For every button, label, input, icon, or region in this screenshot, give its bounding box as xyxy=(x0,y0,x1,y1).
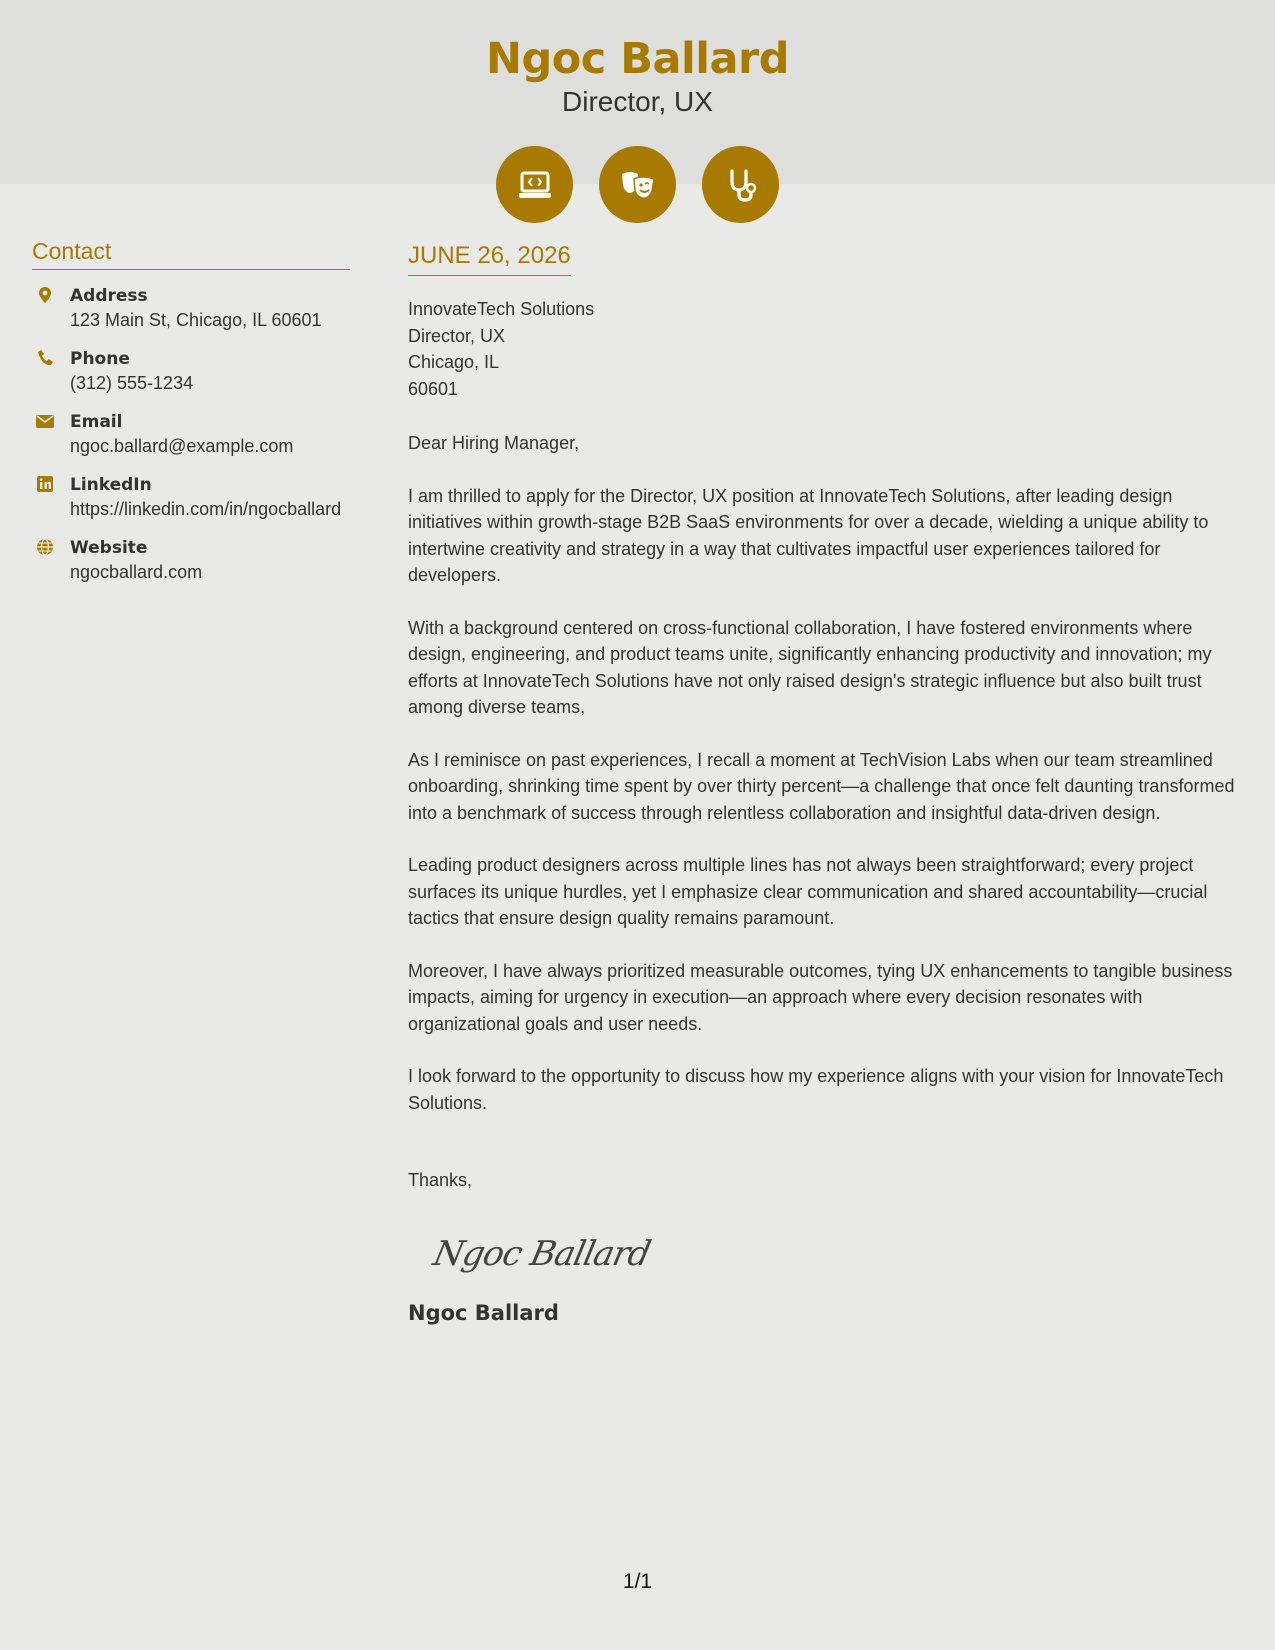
svg-text:Ngoc Ballard: Ngoc Ballard xyxy=(430,1234,654,1274)
linkedin-icon xyxy=(36,475,54,493)
recipient-zip: 60601 xyxy=(408,378,459,399)
letter-body xyxy=(408,242,1250,1325)
contact-label: Phone xyxy=(70,349,130,369)
theater-masks-icon xyxy=(599,146,676,223)
contact-phone xyxy=(32,347,350,396)
paragraph: I look forward to the opportunity to discuss how my experience aligns with your vision for InnovateTech Solutions. xyxy=(408,1066,1224,1113)
contact-section xyxy=(32,238,350,585)
contact-linkedin xyxy=(32,473,350,522)
contact-label: Email xyxy=(70,412,123,432)
paragraph: I am thrilled to apply for the Director, UX position at InnovateTech Solutions, after leading design initiatives within growth-stage B2B SaaS environments for over a decade, wielding a unique ability to intertwine creativity and strategy in a way that cultivates impactful user experiences tailored for developers. xyxy=(408,485,1209,585)
map-pin-icon xyxy=(36,286,54,304)
contact-heading: Contact xyxy=(32,238,350,270)
contact-value[interactable]: ngoc.ballard@example.com xyxy=(70,436,294,456)
contact-website xyxy=(32,536,350,585)
contact-value[interactable]: ngocballard.com xyxy=(70,562,203,582)
signed-name: Ngoc Ballard xyxy=(408,1301,559,1325)
candidate-role: Director, UX xyxy=(562,86,713,117)
candidate-name: Ngoc Ballard xyxy=(485,34,790,84)
recipient-position: Director, UX xyxy=(408,325,506,346)
globe-icon xyxy=(36,538,54,556)
stethoscope-icon xyxy=(702,146,779,223)
recipient-block xyxy=(408,296,1250,402)
contact-label: Address xyxy=(70,286,148,306)
paragraph: Leading product designers across multiple lines has not always been straightforward; every project surfaces its unique hurdles, yet I emphasize clear communication and shared accountability—crucial tactics that ensure design quality remains paramount. xyxy=(408,855,1208,928)
envelope-icon xyxy=(36,412,54,430)
recipient-city: Chicago, IL xyxy=(408,352,500,372)
contact-label: Website xyxy=(70,538,148,558)
contact-value: 123 Main St, Chicago, IL 60601 xyxy=(70,310,322,330)
contact-label: LinkedIn xyxy=(70,475,152,495)
paragraph: Moreover, I have always prioritized measurable outcomes, tying UX enhancements to tangible business impacts, aiming for urgency in execution—an approach where every decision resonates with organizational goals and user needs. xyxy=(408,960,1233,1034)
paragraph: With a background centered on cross-functional collaboration, I have fostered environments where design, engineering, and product teams unite, significantly enhancing productivity and innovation; my efforts at InnovateTech Solutions have not only raised design's strategic influence but also built trust among diverse teams, xyxy=(408,617,1212,717)
laptop-code-icon xyxy=(496,146,573,223)
handwritten-signature xyxy=(430,1217,1250,1287)
contact-address xyxy=(32,284,350,333)
contact-value[interactable]: https://linkedin.com/in/ngocballard xyxy=(70,499,342,519)
paragraph: As I reminisce on past experiences, I recall a moment at TechVision Labs when our team streamlined onboarding, shrinking time spent by over thirty percent—a challenge that once felt daunting transformed into a benchmark of success through relentless collaboration and insightful data-driven design. xyxy=(408,749,1235,823)
contact-email xyxy=(32,410,350,459)
letter-date: JUNE 26, 2026 xyxy=(408,242,571,276)
header-icons xyxy=(0,146,1275,223)
phone-icon xyxy=(36,349,54,367)
greeting: Dear Hiring Manager, xyxy=(408,433,580,453)
contact-value[interactable]: (312) 555-1234 xyxy=(70,373,194,393)
closing: Thanks, xyxy=(408,1170,473,1190)
recipient-company: InnovateTech Solutions xyxy=(408,299,595,319)
page-number: 1/1 xyxy=(622,1570,653,1593)
